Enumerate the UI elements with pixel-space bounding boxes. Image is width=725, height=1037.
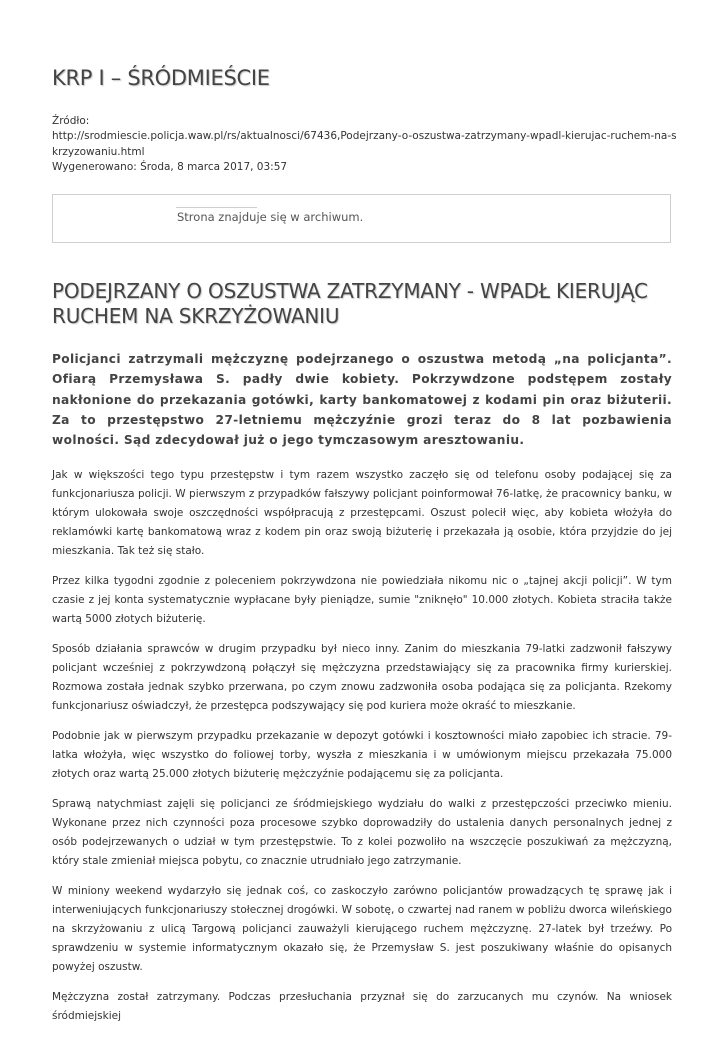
article-paragraph: Podobnie jak w pierwszym przypadku przekazanie w depozyt gotówki i kosztowności miało zapobiec ich stracie. 79-latka włożyła, więc wszystko do foliowej torby, wyszła z mieszkania i w umówionym miejscu przekazała 75.000 złotych oraz wartą 25.000 złotych biżuterię mężczyźnie podającemu się za policjanta. — [52, 730, 672, 780]
archive-divider — [176, 207, 257, 208]
article-paragraph: Mężczyzna został zatrzymany. Podczas przesłuchania przyznał się do zarzucanych mu czynów. Na wniosek śródmiejskiej — [52, 991, 672, 1022]
site-title: KRP I – ŚRÓDMIEŚCIE — [52, 66, 270, 90]
article-body — [52, 466, 672, 1037]
article-lead: Policjanci zatrzymali mężczyznę podejrzanego o oszustwa metodą „na policjanta”. Ofiarą Przemysława S. padły dwie kobiety. Pokrzywdzone podstępem zostały nakłonione do przekazania gotówki, karty bankomatowej z kodami pin oraz biżuterii. Za to przestępstwo 27-letniemu mężczyźnie grozi teraz do 8 lat pozbawienia wolności. Sąd zdecydował już o jego tymczasowym aresztowaniu. — [52, 352, 672, 448]
archive-notice: Strona znajduje się w archiwum. — [177, 210, 364, 224]
article-paragraph: Sposób działania sprawców w drugim przypadku był nieco inny. Zanim do mieszkania 79-latki zadzwonił fałszywy policjant wcześniej z pokrzywdzoną połączył się mężczyzna przedstawiający się za pracownika firmy kurierskiej. Rozmowa została jednak szybko przerwana, po czym znowu zadzwoniła osoba podająca się za policjanta. Rzekomy funkcjonariusz oświadczył, że przestępca podszywający się pod kuriera może okraść to mieszkanie. — [52, 643, 672, 712]
article-headline: PODEJRZANY O OSZUSTWA ZATRZYMANY - WPADŁ KIERUJĄC RUCHEM NA SKRZYŻOWANIU — [52, 279, 648, 328]
source-meta — [52, 114, 677, 176]
article-paragraph: W miniony weekend wydarzyło się jednak coś, co zaskoczyło zarówno policjantów prowadzących tę sprawę jak i interweniujących funkcjonariuszy stołecznej drogówki. W sobotę, o czwartej nad ranem w pobliżu dworca wileńskiego na skrzyżowaniu z ulicą Targową policjanci zauważyli kierującego ruchem mężczyznę. 27-latek był trzeźwy. Po sprawdzeniu w systemie informatycznym okazało się, że Przemysław S. jest poszukiwany właśnie do opisanych powyżej oszustw. — [52, 885, 672, 973]
source-label: Źródło: — [52, 115, 90, 127]
source-url: http://srodmiescie.policja.waw.pl/rs/aktualnosci/67436,Podejrzany-o-oszustwa-zatrzymany-wpadl-kierujac-ruchem-na-skrzyzowaniu.html — [52, 130, 677, 158]
archive-notice-box — [52, 194, 671, 243]
article-paragraph: Przez kilka tygodni zgodnie z poleceniem pokrzywdzona nie powiedziała nikomu nic o „tajnej akcji policji”. W tym czasie z jej konta systematycznie wypłacane były pieniądze, sumie "zniknęło" 10.000 złotych. Kobieta straciła także wartą 5000 złotych biżuterię. — [52, 575, 672, 625]
generated-date: Wygenerowano: Środa, 8 marca 2017, 03:57 — [52, 161, 288, 174]
article-paragraph: Jak w większości tego typu przestępstw i tym razem wszystko zaczęło się od telefonu osoby podającej się za funkcjonariusza policji. W pierwszym z przypadków fałszywy policjant poinformował 76-latkę, że pracownicy banku, w którym ulokowała swoje oszczędności współpracują z przestępcami. Oszust polecił więc, aby kobieta włożyła do reklamówki kartę bankomatową wraz z kodem pin oraz swoją biżuterię i przekazała ją osobie, która przyjdzie do jej mieszkania. Tak też się stało. — [52, 469, 672, 557]
article-paragraph: Sprawą natychmiast zajęli się policjanci ze śródmiejskiego wydziału do walki z przestępczości przeciwko mieniu. Wykonane przez nich czynności poza procesowe szybko doprowadziły do ustalenia danych personalnych jednej z osób podejrzewanych o udział w tym przestępstwie. To z kolei pozwoliło na wszczęcie poszukiwań za mężczyzną, który stale zmieniał miejsca pobytu, co znacznie utrudniało jego zatrzymanie. — [52, 798, 672, 867]
